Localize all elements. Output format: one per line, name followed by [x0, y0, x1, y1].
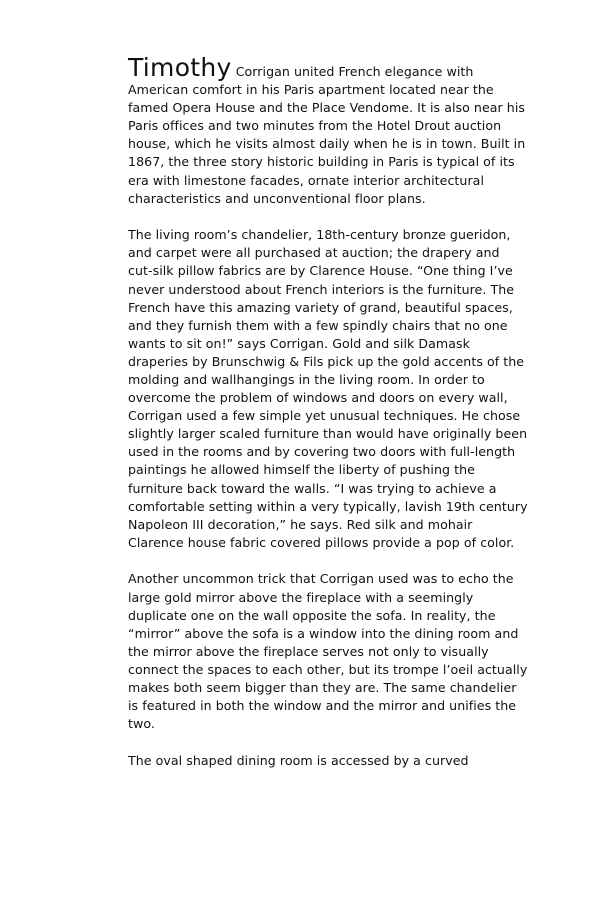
article-paragraph-4: The oval shaped dining room is accessed by a curved: [128, 752, 469, 768]
article-paragraph-1: [128, 53, 528, 208]
lead-word: Timothy: [128, 53, 232, 82]
article-body: [128, 53, 528, 788]
article-paragraph-3: Another uncommon trick that Corrigan used was to echo the large gold mirror above the fireplace with a seemingly duplicate one on the wall opposite the sofa. In reality, the “mirror” above the sofa is a window into the dining room and the mirror above the fireplace serves not only to visually connect the spaces to each other, but its trompe l’oeil actually makes both seem bigger than they are. The same chandelier is featured in both the window and the mirror and unifies the two.: [128, 571, 528, 732]
paragraph-1-text: Corrigan united French elegance with American comfort in his Paris apartment located near the famed Opera House and the Place Vendome. It is also near his Paris offices and two minutes from the Hotel Drout auction house, which he visits almost daily when he is in town. Built in 1867, the three story historic building in Paris is typical of its era with limestone facades, ornate interior architectural characteristics and unconventional floor plans.: [128, 64, 526, 206]
article-paragraph-2: The living room’s chandelier, 18th-century bronze gueridon, and carpet were all purchased at auction; the drapery and cut-silk pillow fabrics are by Clarence House. “One thing I’ve never understood about French interiors is the furniture. The French have this amazing variety of grand, beautiful spaces, and they furnish them with a few spindly chairs that no one wants to sit on!” says Corrigan. Gold and silk Damask draperies by Brunschwig & Fils pick up the gold accents of the molding and wallhangings in the living room. In order to overcome the problem of windows and doors on every wall, Corrigan used a few simple yet unusual techniques. He chose slightly larger scaled furniture than would have originally been used in the rooms and by covering two doors with full-length paintings he allowed himself the liberty of pushing the furniture back toward the walls. “I was trying to achieve a comfortable setting within a very typically, lavish 19th century Napoleon III decoration,” he says. Red silk and mohair Clarence house fabric covered pillows provide a pop of color.: [128, 227, 528, 550]
